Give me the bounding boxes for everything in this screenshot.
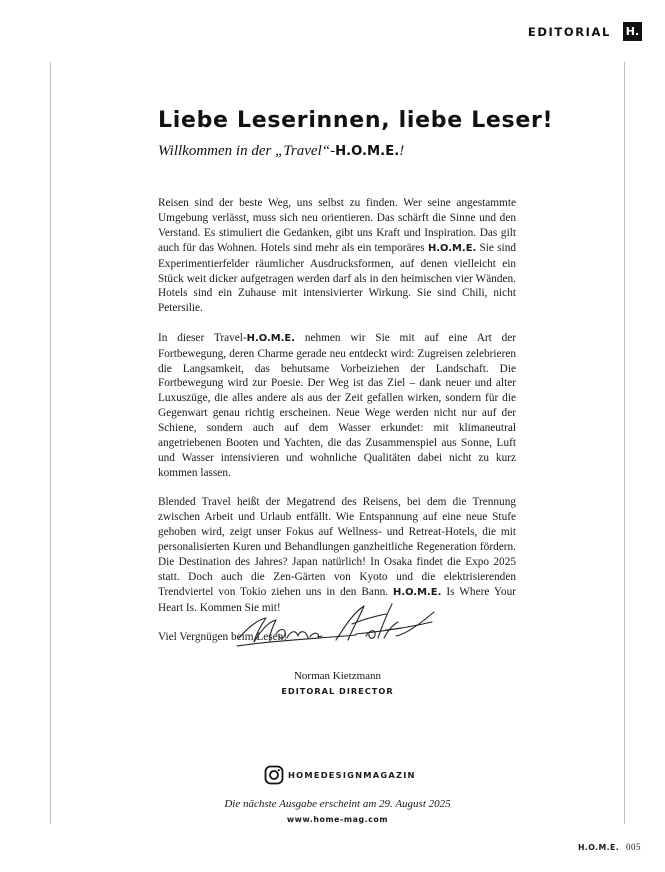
paragraph-3-brand: H.O.M.E.	[393, 586, 442, 598]
paragraph-1	[158, 196, 516, 316]
right-margin-rule	[624, 62, 625, 824]
section-label: EDITORIAL	[527, 25, 611, 39]
paragraph-3-text-a: Blended Travel heißt der Megatrend des Reisens, bei dem die Trennung zwischen Arbeit und Urlaub entfällt. Wie Entspannung auf eine neue Stufe gehoben wird, zeigt unser Fokus auf Wellness- und Retreat-Hotels, die mit personalisierten Kuren und Behandlungen ganzheitliche Regeneration fördern. Die Destination des Jahres? Japan natürlich! In Osaka findet die Expo 2025 statt. Doch auch die Zen-Gärten von Kyoto und die elektrisierenden Trendviertel von Tokio ziehen uns in den Bann.	[158, 496, 516, 598]
website-link[interactable]: www.home-mag.com	[286, 815, 389, 824]
footer-brand: H.O.M.E.	[578, 843, 620, 852]
paragraph-2-brand: H.O.M.E.	[246, 332, 295, 344]
subhead-brand: H.O.M.E.	[335, 144, 400, 159]
handwritten-signature	[236, 594, 436, 662]
article-headline: Liebe Leserinnen, liebe Leser!	[158, 108, 554, 133]
subhead-text: Willkommen in der „Travel“-	[158, 143, 336, 159]
paragraph-1-brand: H.O.M.E.	[427, 242, 477, 254]
page-number: 005	[626, 842, 641, 852]
paragraph-2	[158, 331, 516, 481]
article-subhead	[158, 143, 404, 160]
instagram-handle: HOMEDESIGNMAGAZIN	[288, 770, 416, 780]
next-issue-notice: Die nächste Ausgabe erscheint am 29. August 2025	[224, 798, 451, 810]
paragraph-1-text-a: Reisen sind der beste Weg, uns selbst zu finden. Wer seine angestammte Umgebung verlässt, muss sich neu orientieren. Das schärft die Sinne und den Verstand. Es stimuliert die Gedanken, gibt uns Kraft und Inspiration. Das gilt auch für das Wohnen. Hotels sind mehr als ein temporäres	[158, 197, 516, 254]
left-margin-rule	[50, 62, 51, 824]
article-body	[158, 196, 516, 659]
paragraph-2-text-a: In dieser Travel-	[158, 331, 247, 344]
signatory-name: Norman Kietzmann	[293, 670, 382, 682]
instagram-icon	[264, 765, 284, 785]
instagram-link[interactable]	[264, 764, 416, 786]
paragraph-1-text-b: Sie sind Experimentierfelder räumlicher Ausdrucksformen, auf denen vielleicht ein Stück weit dicker aufgetragen werden darf als in den heimischen vier Wänden. Hotels sind ein Zuhause mit intensivierter Wirkung. Sie sind Chili, nicht Petersilie.	[158, 241, 516, 315]
paragraph-4: Viel Vergnügen beim Lesen!	[158, 631, 288, 644]
signatory-title: EDITORAL DIRECTOR	[281, 686, 394, 696]
subhead-end: !	[399, 143, 405, 159]
paragraph-2-text-b: nehmen wir Sie mit auf eine Art der Fortbewegung, deren Charme gerade neu entdeckt wird: Zugreisen zelebrieren die Langsamkeit, das behutsame Vorbeiziehen der Landschaft. Die Fortbewegung wird zur Poesie. Der Weg ist das Ziel – dank neuer und alter Luxuszüge, die alles andere als aus der Zeit gefallen wirken, sondern für die Gegenwart genau richtig erscheinen. Neue Wege werden nicht nur auf der Schiene, sondern auch auf dem Wasser erkundet: mit klimaneutral angetriebenen Booten und Yachten, die das Zusammenspiel aus Sonne, Luft und Wasser intensivieren und wohnliche Qualitäten dabei nicht zu kurz kommen lassen.	[158, 331, 517, 479]
paragraph-3-text-b: Is Where Your Heart Is. Kommen Sie mit!	[158, 585, 516, 614]
brand-mark-logo: H.	[623, 22, 642, 41]
